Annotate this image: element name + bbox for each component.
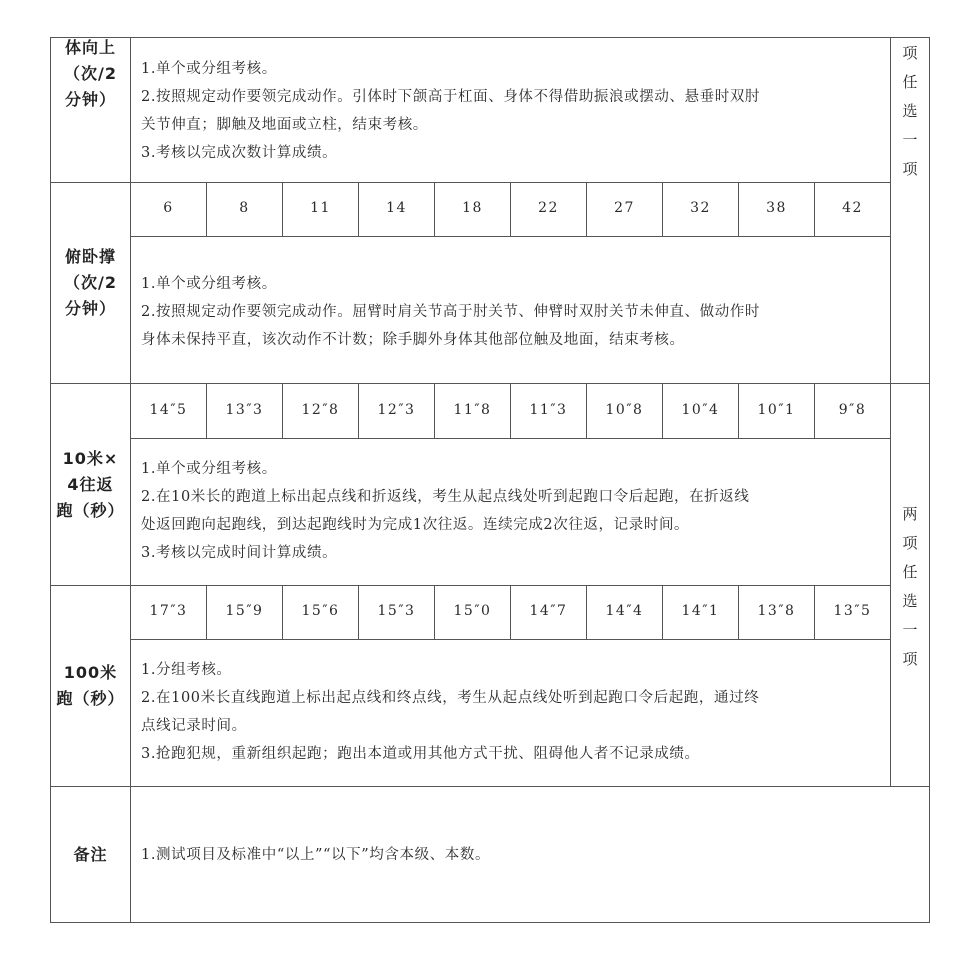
- score-cell: 17″3: [149, 603, 188, 619]
- score-cell: 11″8: [453, 402, 492, 418]
- label-line: 备注: [73, 844, 108, 864]
- desc-line: 1.分组考核。: [141, 662, 232, 678]
- desc-line: 2.按照规定动作要领完成动作。引体时下颌高于杠面、身体不得借助振浪或摆动、悬垂时双肘: [141, 89, 761, 105]
- label-line: 分钟）: [64, 299, 116, 318]
- score-cell: 13″3: [225, 402, 264, 418]
- score-cell: 22: [538, 200, 559, 216]
- score-cell: 15″6: [301, 603, 340, 619]
- score-cell: 10″8: [605, 402, 644, 418]
- score-cell: 14″1: [681, 603, 720, 619]
- table-border-top: [50, 37, 930, 38]
- label-line: 4往返: [67, 474, 114, 494]
- desc-line: 2.按照规定动作要领完成动作。屈臂时肩关节高于肘关节、伸臂时双肘关节未伸直、做动作时: [141, 304, 761, 320]
- side-note-choose-one-of-two: [891, 500, 929, 674]
- label-line: （次/2: [64, 64, 117, 83]
- desc-line: 3.抢跑犯规，重新组织起跑；跑出本道或用其他方式干扰、阻碍他人者不记录成绩。: [141, 746, 700, 762]
- score-cell: 32: [690, 200, 711, 216]
- table-border-right: [929, 37, 930, 923]
- label-line: 分钟）: [64, 90, 116, 109]
- score-cell: 10″1: [757, 402, 796, 418]
- row-desc-pushup: [141, 270, 760, 354]
- score-cell: 14″5: [149, 402, 188, 418]
- side-note-char: 项: [902, 650, 918, 668]
- score-cell: 15″3: [377, 603, 416, 619]
- score-cell: 14″4: [605, 603, 644, 619]
- row-desc-shuttle-run: [141, 455, 749, 567]
- label-line: （次/2: [64, 273, 117, 292]
- row-label-100m-run: [51, 586, 130, 786]
- score-cell: 6: [163, 200, 174, 216]
- side-note-char: 项: [902, 160, 918, 178]
- score-cell: 15″9: [225, 603, 264, 619]
- side-note-char: 任: [902, 563, 918, 581]
- label-line: 体向上: [64, 38, 116, 57]
- side-note-char: 一: [902, 621, 918, 639]
- label-line: 10米×: [62, 448, 119, 468]
- score-cell: 13″5: [833, 603, 872, 619]
- row-divider-4: [50, 786, 930, 787]
- desc-line: 1.单个或分组考核。: [141, 61, 277, 77]
- side-note-choose-one-upper: [891, 39, 929, 184]
- side-note-char: 任: [902, 73, 918, 91]
- desc-line: 1.测试项目及标准中“以上”“以下”均含本级、本数。: [141, 847, 491, 863]
- row-divider-1: [50, 182, 890, 183]
- score-cell: 42: [842, 200, 863, 216]
- row-desc-pullup: [141, 55, 760, 167]
- desc-line: 处返回跑向起跑线，到达起跑线时为完成1次往返。连续完成2次往返，记录时间。: [141, 517, 690, 533]
- side-note-char: 一: [902, 131, 918, 149]
- table-border-bottom: [50, 922, 930, 923]
- fitness-standards-table: [50, 37, 930, 923]
- desc-line: 点线记录时间。: [141, 718, 247, 734]
- side-note-char: 选: [902, 592, 918, 610]
- desc-line: 2.在100米长直线跑道上标出起点线和终点线，考生从起点线处听到起跑口令后起跑，通过终: [141, 690, 760, 706]
- desc-line: 1.单个或分组考核。: [141, 276, 277, 292]
- score-cell: 14″7: [529, 603, 568, 619]
- score-cell: 11″3: [529, 402, 568, 418]
- desc-line: 3.考核以完成次数计算成绩。: [141, 145, 338, 161]
- label-line: 100米: [63, 663, 118, 682]
- score-cell: 15″0: [453, 603, 492, 619]
- score-cell: 27: [614, 200, 635, 216]
- row-desc-notes: [141, 841, 490, 869]
- row-label-pushup: [51, 183, 130, 383]
- score-cell: 8: [239, 200, 250, 216]
- side-note-char: 两: [902, 505, 918, 523]
- row-desc-100m-run: [141, 656, 759, 768]
- side-note-char: 项: [902, 44, 918, 62]
- label-line: 跑（秒）: [56, 689, 125, 708]
- score-cell: 18: [462, 200, 483, 216]
- row-label-notes: [51, 787, 130, 922]
- score-cell: 10″4: [681, 402, 720, 418]
- desc-line: 3.考核以完成时间计算成绩。: [141, 545, 338, 561]
- side-note-char: 选: [902, 102, 918, 120]
- score-cell: 12″8: [301, 402, 340, 418]
- label-line: 跑（秒）: [56, 500, 125, 520]
- score-cell: 38: [766, 200, 787, 216]
- desc-line: 1.单个或分组考核。: [141, 461, 277, 477]
- score-cell: 11: [310, 200, 331, 216]
- desc-line: 关节伸直；脚触及地面或立柱，结束考核。: [141, 117, 428, 133]
- desc-line: 2.在10米长的跑道上标出起点线和折返线，考生从起点线处听到起跑口令后起跑，在折返线: [141, 489, 750, 505]
- desc-line: 身体未保持平直，该次动作不计数；除手脚外身体其他部位触及地面，结束考核。: [141, 332, 685, 348]
- row-label-pullup: [51, 37, 130, 111]
- row-divider-3: [50, 585, 890, 586]
- side-note-char: 项: [902, 534, 918, 552]
- score-cell: 14: [386, 200, 407, 216]
- score-cell: 12″3: [377, 402, 416, 418]
- label-line: 俯卧撑: [64, 247, 116, 266]
- row-label-shuttle-run: [51, 384, 130, 585]
- label-column-divider: [130, 37, 131, 923]
- row-divider-2: [50, 383, 930, 384]
- score-cell: 9″8: [838, 402, 867, 418]
- score-cell: 13″8: [757, 603, 796, 619]
